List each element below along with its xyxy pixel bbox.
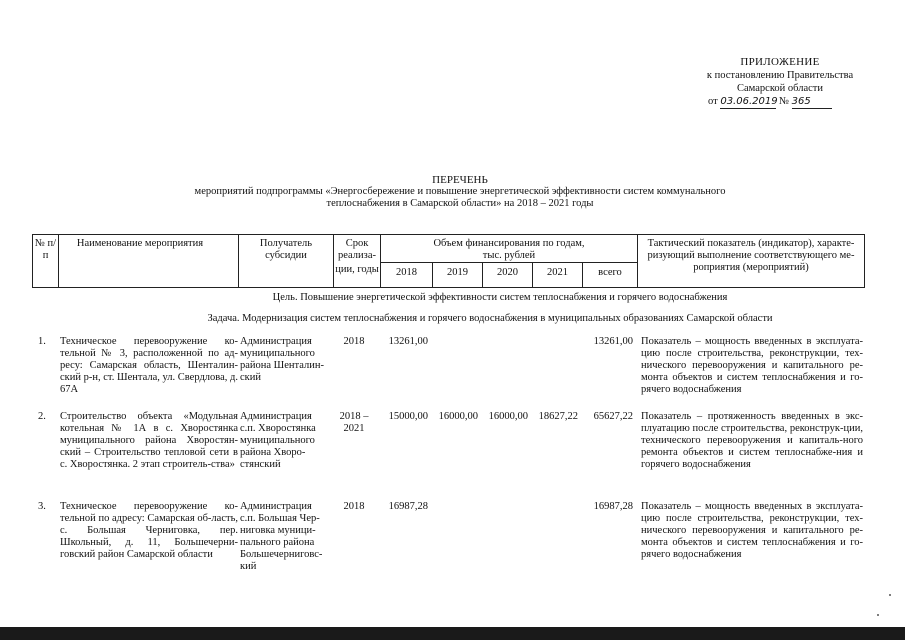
row-name: Строительство объекта «Модульная котельная № 1А в с. Хворостянка муниципального района Хворостян-ский – Строительство тепловой сети в с. Хворостянка. 2 этап строитель-ства» [60, 411, 238, 470]
appendix-line-2: Самарской области [737, 83, 823, 94]
header-year-2018: 2018 [396, 267, 417, 278]
row-name: Техническое перевооружение ко-тельной по адресу: Самарская об-ласть, с. Большая Черниговка, пер. Школьный, д. 11, Большечерни-говский район Самарской области [60, 501, 238, 560]
appendix-block [690, 56, 870, 109]
row-number: 1. [38, 336, 46, 347]
row-2018: 15000,00 [388, 411, 428, 422]
handwritten-date: 03.06.2019 [720, 96, 778, 107]
row-number: 3. [38, 501, 46, 512]
scan-speck [877, 614, 879, 616]
number-sign: № [778, 96, 789, 107]
row-term: 2018 [343, 336, 365, 347]
scan-bottom-edge [0, 627, 905, 640]
appendix-date-line [690, 95, 870, 109]
row-recipient: Администрация с.п. Хворостянка муниципального района Хворо-стянский [240, 411, 316, 470]
row-name: Техническое перевооружение ко-тельной № 3, расположенной по ад-ресу: Самарская область, Шенталин-ский р-н, ст. Шентала, ул. Свердлова, д. 67А [60, 336, 238, 395]
goal-text: Цель. Повышение энергетической эффективности систем теплоснабжения и горячего водоснабжения [272, 292, 728, 303]
row-indicator: Показатель – мощность введенных в эксплуата-цию после строительства, реконструкции, тех-нического перевооружения и капитального ре-монта объектов и систем теплоснабжения и го-рячего водоснабжения [641, 501, 863, 560]
col-line [864, 234, 865, 288]
appendix-title: ПРИЛОЖЕНИЕ [740, 56, 820, 68]
header-term-bottom: ции, годы [335, 264, 379, 275]
row-2020: 16000,00 [488, 411, 528, 422]
scan-speck [889, 594, 891, 596]
row-2018: 13261,00 [388, 336, 428, 347]
appendix-line-1: к постановлению Правительства [706, 70, 854, 81]
row-recipient: Администрация с.п. Большая Чер-ниговка муници-пального района Большечерниговс-кий [240, 501, 323, 572]
header-top-border [32, 234, 865, 235]
row-term: 2018 – 2021 [339, 411, 369, 434]
handwritten-number: 365 [792, 95, 832, 109]
header-recipient: Получатель субсидии [259, 238, 313, 261]
heading-title: ПЕРЕЧЕНЬ [432, 174, 488, 186]
row-2019: 16000,00 [438, 411, 478, 422]
col-line [637, 234, 638, 288]
header-funding-1: Объем финансирования по годам, [433, 238, 585, 249]
header-term-top: Срок реализа- [338, 238, 376, 261]
heading-line-2: теплоснабжения в Самарской области» на 2018 – 2021 годы [326, 198, 594, 209]
row-2018: 16987,28 [388, 501, 428, 512]
row-total: 16987,28 [593, 501, 633, 512]
row-number: 2. [38, 411, 46, 422]
row-recipient: Администрация муниципального района Шенталин-ский [240, 336, 324, 383]
header-num: № п/п [34, 238, 57, 261]
row-indicator: Показатель – мощность введенных в эксплуата-цию после строительства, реконструкции, тех-нического перевооружения и капитального ре-монта объектов и систем теплоснабжения и го-рячего водоснабжения [641, 336, 863, 395]
row-term: 2018 [343, 501, 365, 512]
header-bottom-border [32, 287, 865, 288]
row-indicator: Показатель – протяженность введенных в экс-плуатацию после строительства, реконструк-ции, технического перевооружения и капиталь-ного ремонта объектов и систем теплоснабже-ния и горячего водоснабжения [641, 411, 863, 470]
header-funding-2: тыс. рублей [482, 250, 536, 261]
document-heading [150, 174, 770, 210]
date-prefix: от [708, 96, 718, 107]
years-divider [380, 262, 637, 263]
header-name: Наименование мероприятия [76, 238, 204, 249]
header-indicator: Тактический показатель (индикатор), характе-ризующий выполнение соответствующего ме-роприятия (мероприятий) [647, 238, 855, 273]
header-year-2020: 2020 [497, 267, 518, 278]
row-total: 13261,00 [593, 336, 633, 347]
task-text: Задача. Модернизация систем теплоснабжения и горячего водоснабжения в муниципальных образованиях Самарской области [207, 313, 773, 324]
row-total: 65627,22 [593, 411, 633, 422]
header-total: всего [598, 267, 622, 278]
header-year-2019: 2019 [447, 267, 468, 278]
row-2021: 18627,22 [538, 411, 578, 422]
heading-line-1: мероприятий подпрограммы «Энергосбережение и повышение энергетической эффективности систем коммунального [194, 186, 726, 197]
header-year-2021: 2021 [547, 267, 568, 278]
col-line [58, 234, 59, 288]
